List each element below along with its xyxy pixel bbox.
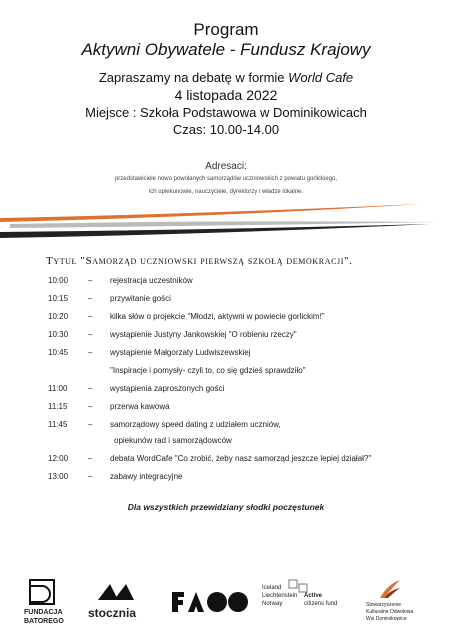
agenda-time: 11:15	[48, 402, 68, 411]
stowarzyszenie-mark-icon	[378, 578, 402, 600]
addressees-line-2: ich opiekunowie, nauczyciele, dyrektorzy i władze lokalne.	[148, 189, 304, 195]
active-citizens-fund-logo	[262, 585, 346, 625]
agenda-text: wystąpienia zaproszonych gości	[110, 384, 225, 393]
agenda-text: wystąpienie Justyny Jankowskiej "O robieniu rzeczy"	[110, 330, 297, 339]
liechtenstein-text: Liechtenstein	[262, 593, 298, 599]
agenda-text: rejestracja uczestników	[110, 276, 193, 285]
event-place: Miejsce : Szkoła Podstawowa w Dominikowicach	[85, 105, 367, 120]
iceland-text: Iceland	[262, 585, 282, 591]
stocznia-logo	[88, 580, 144, 630]
stowarzyszenie-line-1: Stowarzyszenie	[366, 602, 402, 608]
agenda-time: 11:45	[48, 420, 68, 429]
addressees-title: Adresaci:	[205, 161, 247, 172]
norway-text: Norway	[262, 601, 283, 607]
agenda-text: kilka słów o projekcie "Młodzi, aktywni w powiecie gorlickim!"	[110, 312, 325, 321]
agenda-text: zabawy integracyjne	[110, 472, 183, 481]
faoo-mark-icon	[170, 590, 250, 614]
agenda-dash: –	[88, 454, 93, 463]
program-heading: Program	[193, 20, 259, 39]
agenda-time: 10:15	[48, 294, 69, 303]
stocznia-mark-icon	[96, 580, 136, 602]
agenda-dash: –	[88, 348, 93, 357]
agenda-time: 13:00	[48, 472, 69, 481]
event-time: Czas: 10.00-14.00	[172, 122, 280, 137]
agenda-text: przerwa kawowa	[110, 402, 170, 411]
refreshments-note: Dla wszystkich przewidziany słodki poczęstunek	[127, 502, 325, 512]
agenda-dash: –	[88, 312, 93, 321]
faoo-logo	[170, 590, 250, 614]
active-text: Active	[304, 593, 323, 599]
agenda-text: debata WordCafe "Co zrobić, żeby nasz samorząd jeszcze lepiej działał?"	[110, 454, 372, 463]
agenda-dash: –	[88, 402, 93, 411]
agenda-time: 10:45	[48, 348, 69, 357]
stowarzyszenie-line-2: Kulturalne Odwołowa	[366, 609, 414, 615]
grants-mark-icon	[288, 579, 308, 593]
decorative-swoosh	[0, 200, 452, 240]
agenda-text: przywitanie gości	[110, 294, 171, 303]
agenda-time: 10:30	[48, 330, 69, 339]
batory-line-1: FUNDACJA	[24, 609, 63, 616]
stowarzyszenie-logo	[366, 578, 442, 628]
addressees-line-1: przedstawiciele nowo powołanych samorządów uczniowskich z powiatu gorlickiego,	[114, 176, 338, 182]
invite-line	[0, 70, 452, 85]
agenda-dash: –	[88, 330, 93, 339]
batory-line-2: BATOREGO	[24, 618, 64, 625]
agenda-time: 10:20	[48, 312, 69, 321]
event-date: 4 listopada 2022	[174, 87, 278, 103]
invite-text: Zapraszamy na debatę w formie	[98, 70, 289, 85]
agenda-text: opiekunów rad i samorządowców	[114, 436, 232, 445]
agenda-dash: –	[88, 294, 93, 303]
stocznia-text: stocznia	[88, 606, 137, 620]
agenda-text: "Inspiracje i pomysły- czyli to, co się gdzieś sprawdziło"	[110, 366, 306, 375]
agenda-dash: –	[88, 276, 93, 285]
agenda-dash: –	[88, 472, 93, 481]
project-title: Aktywni Obywatele - Fundusz Krajowy	[81, 40, 371, 59]
agenda-text: samorządowy speed dating z udziałem uczniów,	[110, 420, 281, 429]
agenda-time: 12:00	[48, 454, 69, 463]
agenda-time: 11:00	[48, 384, 68, 393]
fundacja-batorego-logo	[24, 578, 68, 632]
agenda-dash: –	[88, 420, 93, 429]
agenda-text: wystąpienie Małgorzaty Ludwiszewskiej	[110, 348, 251, 357]
citizens-fund-text: citizens fund	[304, 601, 338, 607]
world-cafe-text: World Cafe	[288, 70, 354, 85]
agenda-time: 10:00	[48, 276, 69, 285]
batory-mark-icon	[28, 578, 56, 606]
stowarzyszenie-line-3: Wsi Dominikowice	[366, 616, 407, 622]
agenda-dash: –	[88, 384, 93, 393]
program-title: Tytuł "Samorząd uczniowski pierwszą szkołą demokracji".	[46, 255, 353, 267]
